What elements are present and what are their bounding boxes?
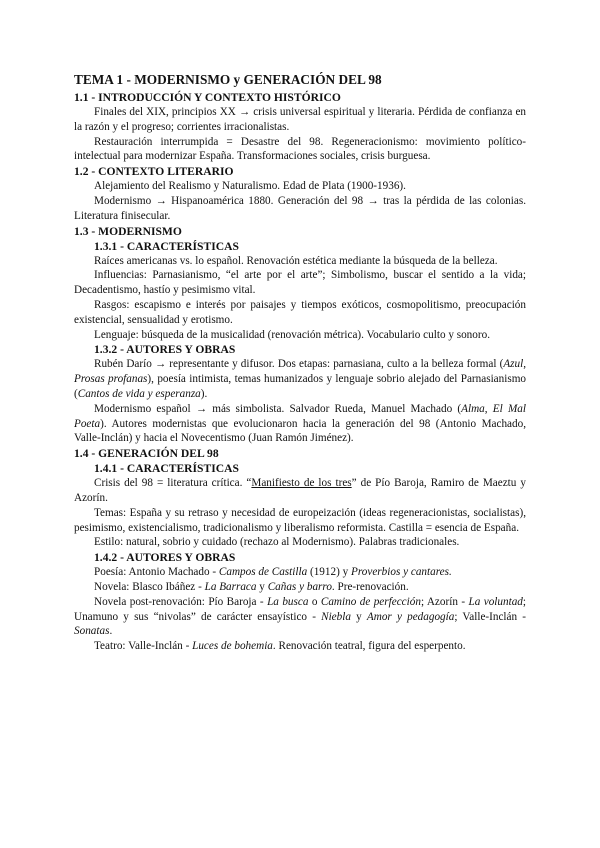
- section-1-4-1-paragraph-3: Estilo: natural, sobrio y cuidado (rechazo al Modernismo). Palabras tradicionales.: [94, 536, 460, 549]
- text-run: Novela post-renovación: Pío Baroja -: [94, 595, 268, 608]
- work-title-luces-de-bohemia: Luces de bohemia: [192, 640, 273, 653]
- manifiesto-underlined: Manifiesto de los tres: [251, 477, 352, 490]
- section-1-4-1-paragraph-1: [74, 476, 526, 506]
- section-1-2-paragraph-2: Modernismo → Hispanoamérica 1880. Generación del 98 → tras la pérdida de las colonias. Literatura finisecular.: [74, 194, 526, 222]
- section-1-3-2-paragraph-2: [74, 402, 526, 446]
- section-1-3-heading: 1.3 - MODERNISMO: [74, 224, 182, 238]
- work-title-la-barraca: La Barraca: [204, 580, 257, 593]
- text-run: . Renovación teatral, figura del esperpento.: [272, 640, 466, 653]
- teatro-paragraph: [74, 639, 526, 654]
- text-run: ; Azorín -: [420, 595, 469, 608]
- text-run: o: [308, 595, 321, 608]
- work-title-campos-de-castilla: Campos de Castilla: [218, 566, 308, 579]
- text-run: Modernismo español → más simbolista. Salvador Rueda, Manuel Machado (: [94, 402, 462, 415]
- work-title-prosas-profanas: Prosas profanas: [74, 373, 148, 386]
- text-run: .: [109, 625, 113, 638]
- text-run: y: [350, 610, 367, 623]
- novela-paragraph: [74, 580, 526, 595]
- document-title: TEMA 1 - MODERNISMO y GENERACIÓN DEL 98: [74, 72, 382, 87]
- text-run: . Pre-renovación.: [331, 580, 409, 593]
- section-1-3-1-paragraph-4: Lenguaje: búsqueda de la musicalidad (renovación métrica). Vocabulario culto y sonoro.: [94, 328, 490, 341]
- text-run: y: [256, 580, 268, 593]
- section-1-1-heading: 1.1 - INTRODUCCIÓN Y CONTEXTO HISTÓRICO: [74, 91, 341, 104]
- work-title-el-mal-poeta: El Mal Poeta: [74, 402, 526, 430]
- section-1-4-2-heading: 1.4.2 - AUTORES Y OBRAS: [94, 551, 236, 565]
- section-1-3-1-paragraph-1: Raíces americanas vs. lo español. Renovación estética mediante la búsqueda de la belleza.: [94, 254, 498, 267]
- section-1-3-1-heading: 1.3.1 - CARACTERÍSTICAS: [94, 239, 239, 253]
- work-title-la-busca: La busca: [267, 595, 309, 608]
- section-1-4-1-heading: 1.4.1 - CARACTERÍSTICAS: [94, 462, 239, 476]
- section-1-3-2-paragraph-1: [74, 357, 526, 401]
- text-run: ” de Pío Baroja, Ramiro de Maeztu y Azorín.: [74, 477, 526, 504]
- work-title-proverbios: Proverbios y cantares.: [351, 566, 452, 579]
- section-1-3-2-heading: 1.3.2 - AUTORES Y OBRAS: [94, 343, 236, 357]
- text-run: ,: [523, 358, 526, 371]
- section-1-2-paragraph-1: Alejamiento del Realismo y Naturalismo. Edad de Plata (1900-1936).: [94, 180, 406, 193]
- work-title-canas-y-barro: Cañas y barro: [267, 580, 332, 593]
- work-title-camino-de-perfeccion: Camino de perfección: [320, 595, 421, 608]
- work-title-alma: Alma: [461, 402, 485, 415]
- work-title-amor-y-pedagogia: Amor y pedagogía: [366, 610, 455, 623]
- text-run: (1912) y: [307, 566, 351, 579]
- work-title-azul: Azul: [503, 358, 524, 371]
- text-run: Crisis del 98 = literatura crítica. “: [94, 477, 252, 490]
- novela-post-paragraph: [74, 595, 526, 639]
- text-run: Novela: Blasco Ibáñez -: [94, 580, 205, 593]
- text-run: Poesía: Antonio Machado -: [94, 566, 219, 579]
- work-title-sonatas: Sonatas: [74, 625, 110, 638]
- text-run: Teatro: Valle-Inclán -: [94, 640, 193, 653]
- work-title-cantos: Cantos de vida y esperanza: [77, 387, 201, 400]
- section-1-1-paragraph-1: Finales del XIX, principios XX → crisis universal espiritual y literaria. Pérdida de confianza en la razón y el progreso; corrientes irracionalistas.: [74, 106, 526, 133]
- section-1-2-heading: 1.2 - CONTEXTO LITERARIO: [74, 165, 234, 179]
- section-1-1-paragraph-2: Restauración interrumpida = Desastre del 98. Regeneracionismo: movimiento político-intelectual para modernizar España. Transformaciones sociales, crisis burguesa.: [74, 135, 526, 163]
- document-page: [74, 72, 526, 654]
- text-run: ; Unamuno y sus “nivolas” de carácter ensayístico -: [74, 595, 526, 623]
- section-1-4-heading: 1.4 - GENERACIÓN DEL 98: [74, 447, 219, 461]
- text-run: ,: [484, 402, 493, 415]
- work-title-niebla: Niebla: [321, 610, 351, 623]
- text-run: ; Valle-Inclán -: [454, 610, 527, 623]
- poesia-paragraph: [74, 565, 526, 580]
- section-1-3-1-paragraph-3: Rasgos: escapismo e interés por paisajes y tiempos exóticos, cosmopolitismo, preocupación existencial, sensualidad y erotismo.: [74, 298, 526, 326]
- work-title-la-voluntad: La voluntad: [468, 595, 523, 608]
- section-1-4-1-paragraph-2: Temas: España y su retraso y necesidad de europeización (ideas regeneracionistas, socialistas), pesimismo, existencialismo, tradicionalismo y liberalismo reformista. Castilla = esencia de España.: [74, 506, 526, 534]
- section-1-3-1-paragraph-2: Influencias: Parnasianismo, “el arte por el arte”; Simbolismo, buscar el sentido a la vida; Decadentismo, hastío y pesimismo vital.: [74, 269, 526, 297]
- text-run: ).: [200, 387, 208, 400]
- text-run: ). Autores modernistas que evolucionaron hacia la generación del 98 (Antonio Machado, Valle-Inclán) y hacia el Novecentismo (Juan Ramón Jiménez).: [74, 417, 526, 445]
- text-run: Rubén Darío → representante y difusor. Dos etapas: parnasiana, culto a la belleza formal (: [94, 358, 504, 371]
- text-run: ), poesía intimista, temas humanizados y lenguaje sobrio alejado del Parnasianismo (: [74, 373, 527, 400]
